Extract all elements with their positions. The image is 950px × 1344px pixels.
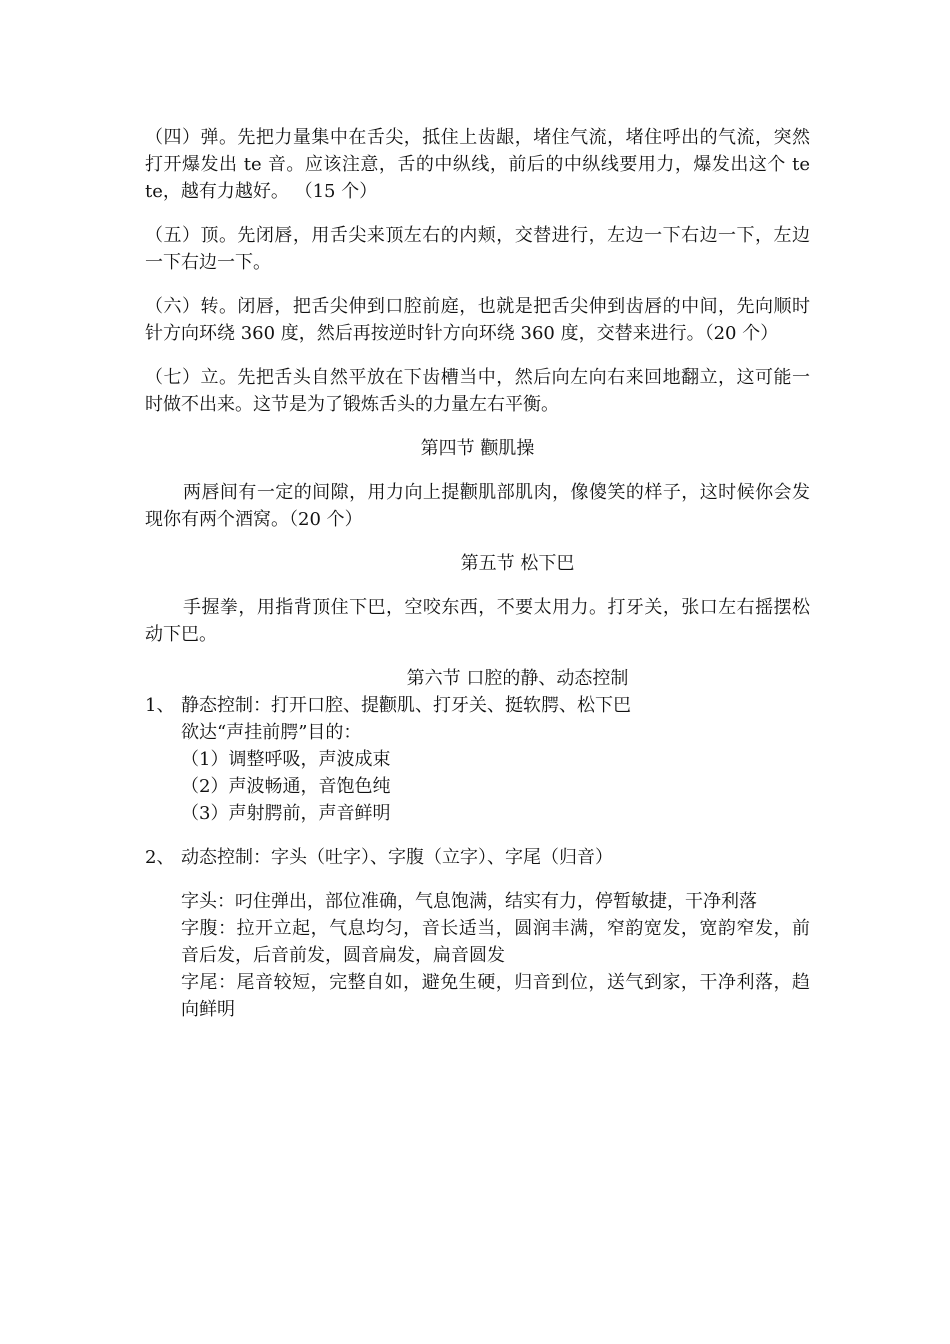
section-4-title: 第四节 颧肌操: [420, 438, 535, 459]
document-page: [145, 124, 810, 1023]
sub-item: （1）调整呼吸，声波成束: [181, 749, 391, 770]
list-item-text: 静态控制：打开口腔、提颧肌、打牙关、挺软腭、松下巴: [181, 695, 631, 716]
list-number: 1、: [145, 695, 175, 716]
dynamic-control-details: [145, 888, 810, 1023]
section-5-body: 手握拳，用指背顶住下巴，空咬东西，不要太用力。打牙关，张口左右摇摆松动下巴。: [145, 597, 810, 645]
paragraph-ding: （五）顶。先闭唇，用舌尖来顶左右的内颊，交替进行，左边一下右边一下，左边一下右边一下。: [145, 225, 810, 273]
list-item-static-control: [145, 692, 810, 719]
sub-item: （3）声射腭前，声音鲜明: [181, 803, 391, 824]
sub-item: （2）声波畅通，音饱色纯: [181, 776, 391, 797]
section-4-body: 两唇间有一定的间隙，用力向上提颧肌部肌肉，像傻笑的样子，这时候你会发现你有两个酒窝。（20 个）: [145, 482, 810, 530]
static-control-details: [145, 719, 810, 827]
list-item-dynamic-control: [145, 844, 810, 871]
lead-line: 欲达“声挂前腭”目的：: [181, 722, 362, 743]
paragraph-li: （七）立。先把舌头自然平放在下齿槽当中，然后向左向右来回地翻立，这可能一时做不出来。这节是为了锻炼舌头的力量左右平衡。: [145, 367, 810, 415]
section-5-title: 第五节 松下巴: [460, 553, 575, 574]
section-6-title: 第六节 口腔的静、动态控制: [406, 668, 629, 689]
paragraph-zhuan: （六）转。闭唇，把舌尖伸到口腔前庭，也就是把舌尖伸到齿唇的中间，先向顺时针方向环绕 360 度，然后再按逆时针方向环绕 360 度，交替来进行。（20 个）: [145, 296, 810, 344]
detail-zitou: 字头：叼住弹出，部位准确，气息饱满，结实有力，停暂敏捷，干净利落: [181, 891, 757, 912]
list-item-text: 动态控制：字头（吐字）、字腹（立字）、字尾（归音）: [181, 847, 613, 868]
detail-zifu: 字腹：拉开立起，气息均匀，音长适当，圆润丰满，窄韵宽发，宽韵窄发，前音后发，后音前发，圆音扁发，扁音圆发: [181, 918, 810, 966]
detail-ziwei: 字尾：尾音较短，完整自如，避免生硬，归音到位，送气到家，干净利落，趋向鲜明: [181, 972, 810, 1020]
paragraph-tan: （四）弹。先把力量集中在舌尖，抵住上齿龈，堵住气流，堵住呼出的气流，突然打开爆发出 te 音。应该注意，舌的中纵线，前后的中纵线要用力，爆发出这个 te te，越有力越好。 （15 个）: [145, 127, 810, 202]
list-number: 2、: [145, 847, 175, 868]
